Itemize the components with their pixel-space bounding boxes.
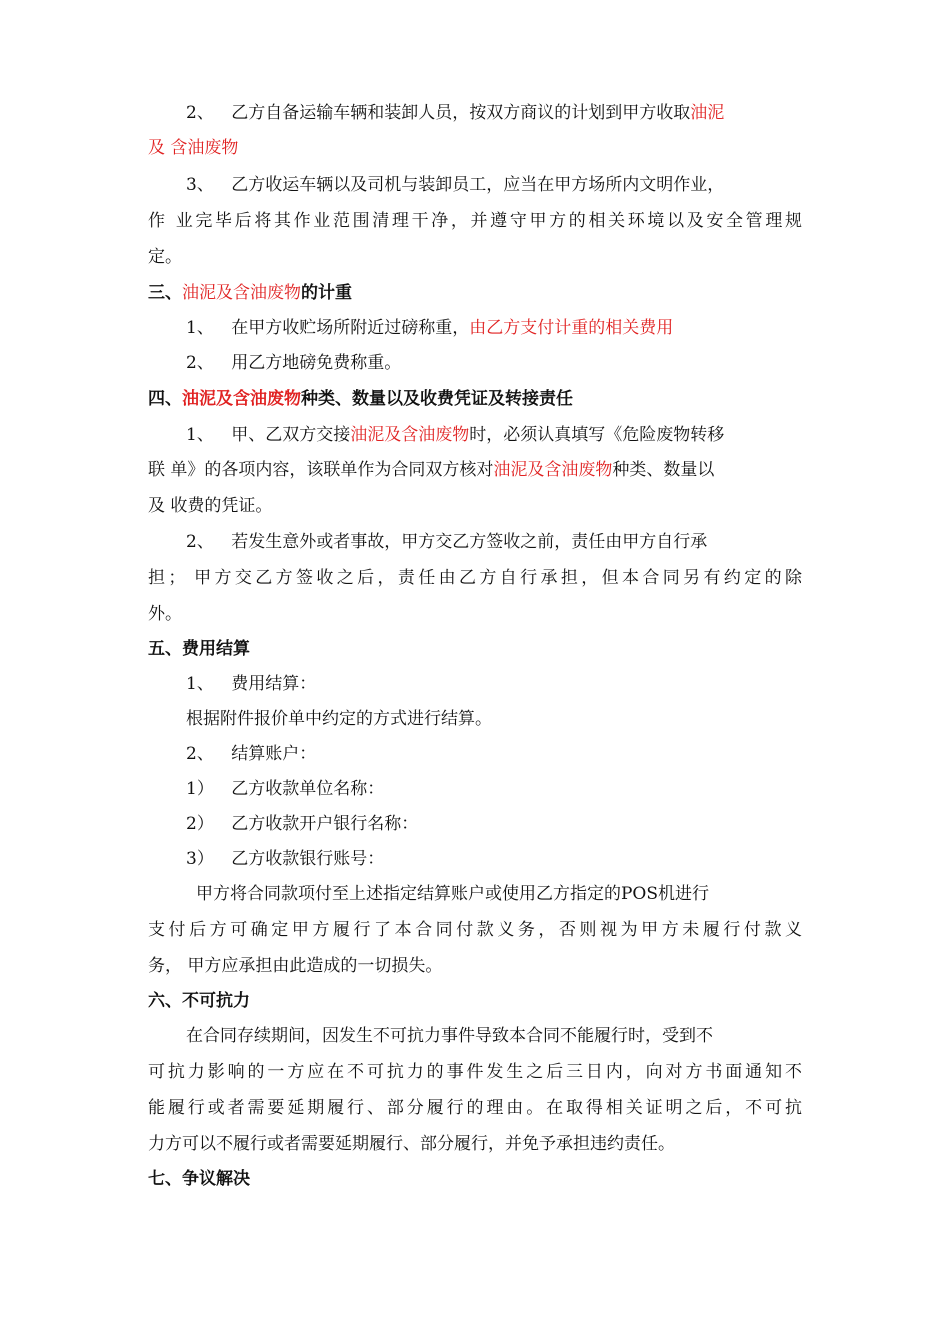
heading-suffix: 种类、数量以及收费凭证及转接责任 [301, 389, 573, 409]
highlight-text: 油泥及含油废物 [350, 425, 470, 445]
s2-item3-line2: 作 业完毕后将其作业范围清理干净，并遵守甲方的相关环境以及安全管理规 [148, 211, 802, 231]
s4-item2-line1 [186, 527, 802, 557]
s6-line3: 能履行或者需要延期履行、部分履行的理由。在取得相关证明之后，不可抗 [148, 1098, 802, 1118]
list-number: 2、 [186, 353, 214, 373]
list-number: 1） [186, 779, 214, 799]
s4-item2-line2: 担； 甲方交乙方签收之后，责任由乙方自行承担，但本合同另有约定的除 [148, 568, 802, 588]
s2-item2-line2: 及 含油废物 [148, 138, 239, 158]
heading-highlight: 油泥及含油废物 [182, 389, 301, 409]
s5-sub2 [186, 809, 802, 839]
s4-item1-text-d: 种类、数量以 [612, 460, 715, 480]
s4-item1-text-a: 甲、乙双方交接 [231, 425, 351, 445]
heading-prefix: 四、 [148, 389, 182, 409]
list-number: 2、 [186, 103, 214, 123]
list-number: 2、 [186, 744, 214, 764]
list-number: 2、 [186, 532, 214, 552]
heading-prefix: 三、 [148, 283, 182, 303]
s5-sub3-text: 乙方收款银行账号： [231, 849, 385, 869]
s4-item1-line3: 及 收费的凭证。 [148, 496, 273, 516]
s5-item2-text: 结算账户： [231, 744, 317, 764]
section-4-heading [148, 384, 802, 414]
list-number: 3） [186, 849, 214, 869]
section-6-heading: 六、不可抗力 [148, 991, 250, 1011]
s5-sub1-text: 乙方收款单位名称： [231, 779, 385, 799]
list-number: 3、 [186, 175, 214, 195]
s5-item1 [186, 669, 802, 699]
s2-item3-text: 乙方收运车辆以及司机与装卸员工，应当在甲方场所内文明作业， [231, 175, 725, 195]
s4-item2-line3: 外。 [148, 604, 182, 624]
s5-item2 [186, 739, 802, 769]
s6-line4: 力方可以不履行或者需要延期履行、部分履行，并免予承担违约责任。 [148, 1134, 675, 1154]
heading-highlight: 油泥及含油废物 [182, 283, 301, 303]
s5-para-line1: 甲方将合同款项付至上述指定结算账户或使用乙方指定的POS机进行 [196, 884, 710, 904]
s2-item2-text: 乙方自备运输车辆和装卸人员，按双方商议的计划到甲方收取 [231, 103, 691, 123]
s5-para-line2: 支付后方可确定甲方履行了本合同付款义务，否则视为甲方未履行付款义 [148, 920, 802, 940]
s4-item1-line1 [186, 420, 802, 450]
list-number: 1、 [186, 674, 214, 694]
highlight-text: 由乙方支付计重的相关费用 [469, 318, 674, 338]
s5-sub2-text: 乙方收款开户银行名称： [231, 814, 419, 834]
heading-suffix: 的计重 [301, 283, 352, 303]
section-7-heading: 七、争议解决 [148, 1169, 250, 1189]
s5-item1-text: 费用结算： [231, 674, 317, 694]
s5-sub1 [186, 774, 802, 804]
s4-item1-text-c: 联 单》的各项内容，该联单作为合同双方核对 [148, 460, 494, 480]
highlight-text: 油泥及含油废物 [493, 460, 613, 480]
list-number: 2） [186, 814, 214, 834]
s3-item1-text: 在甲方收贮场所附近过磅称重， [231, 318, 470, 338]
s3-item1 [186, 313, 802, 343]
s3-item2-text: 用乙方地磅免费称重。 [231, 353, 402, 373]
s2-item3-line1 [186, 170, 802, 200]
s6-line1: 在合同存续期间，因发生不可抗力事件导致本合同不能履行时，受到不 [186, 1026, 713, 1046]
list-number: 1、 [186, 425, 214, 445]
s4-item1-text-b: 时，必须认真填写《危险废物转移 [469, 425, 725, 445]
section-3-heading [148, 278, 802, 308]
s4-item1-line2 [148, 455, 802, 485]
s5-sub3 [186, 844, 802, 874]
s4-item2-text: 若发生意外或者事故，甲方交乙方签收之前，责任由甲方自行承 [231, 532, 708, 552]
section-5-heading: 五、费用结算 [148, 639, 250, 659]
list-number: 1、 [186, 318, 214, 338]
s2-item2-line1 [186, 98, 802, 128]
s6-line2: 可抗力影响的一方应在不可抗力的事件发生之后三日内，向对方书面通知不 [148, 1062, 802, 1082]
s5-para-line3: 务， 甲方应承担由此造成的一切损失。 [148, 956, 443, 976]
s3-item2 [186, 348, 802, 378]
s5-item1-body: 根据附件报价单中约定的方式进行结算。 [186, 709, 492, 729]
s2-item3-line3: 定。 [148, 247, 182, 267]
highlight-text: 油泥 [690, 103, 725, 123]
